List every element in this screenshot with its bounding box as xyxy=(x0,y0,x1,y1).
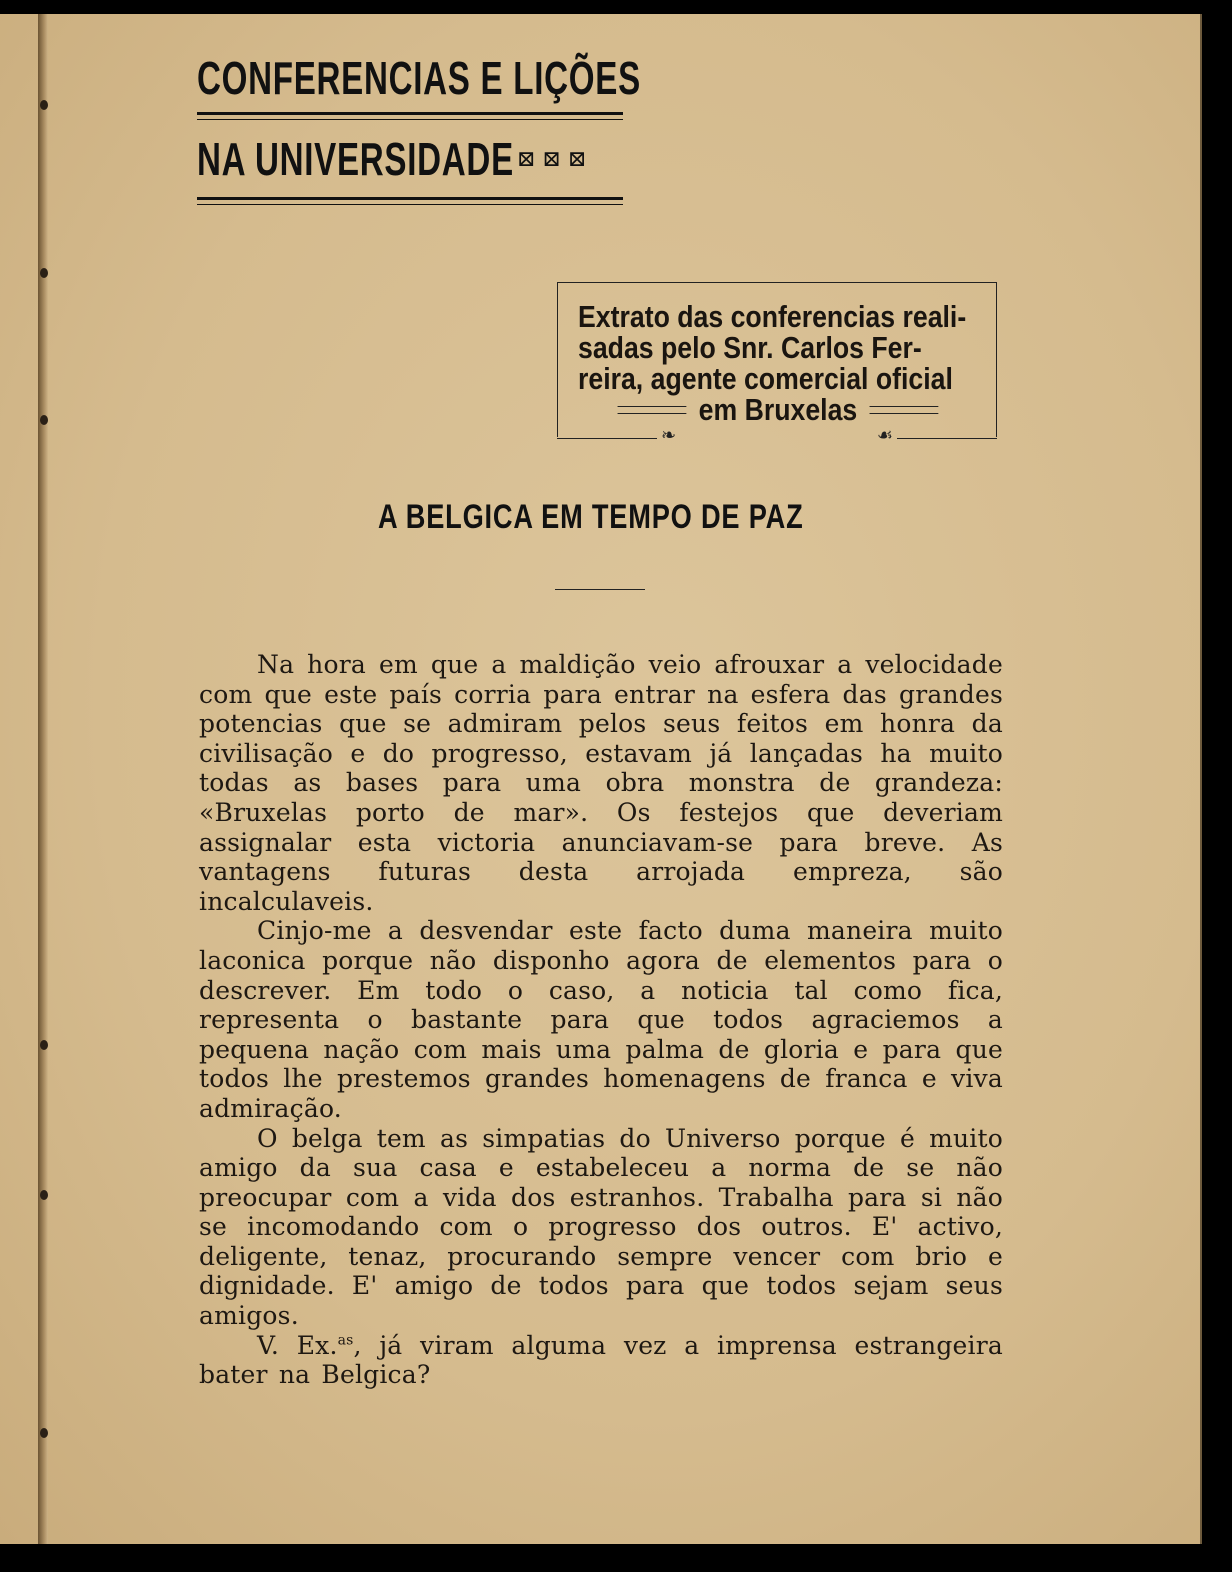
excerpt-line-4-row xyxy=(578,394,978,425)
header-line-1: CONFERENCIAS E LIÇÕES xyxy=(197,52,641,104)
page-fold xyxy=(38,14,48,1544)
excerpt-line-4: em Bruxelas xyxy=(698,392,858,427)
body-text xyxy=(199,650,1003,1390)
document-page xyxy=(0,14,1202,1544)
excerpt-line-3: reira, agente comercial oficial xyxy=(578,361,953,396)
ornament-icons: ⊠ ⊠ ⊠ xyxy=(517,146,587,172)
section-rule xyxy=(555,589,645,590)
header-rule-1 xyxy=(197,112,623,115)
paragraph-1: Na hora em que a maldição veio afrouxar a velocidade com que este país corria para entrar na esfera das grandes potencias que se admiram pelos seus feitos em honra da civilisação e do progresso, estavam já lançadas ha muito todas as bases para uma obra monstra de grandeza: «Bruxelas porto de mar». Os festejos que deveriam assignalar esta victoria anunciavam-se para breve. As vantagens futuras desta arrojada empreza, são incalculaveis. xyxy=(199,650,1003,916)
flourish-left-icon: ❧ xyxy=(661,425,677,446)
binding-hole xyxy=(40,268,48,278)
header-line-2: NA UNIVERSIDADE xyxy=(197,133,514,185)
paragraph-4-superscript: as xyxy=(337,1332,354,1349)
binding-hole xyxy=(40,1040,48,1050)
dash-decoration-left xyxy=(618,406,687,414)
excerpt-line-1: Extrato das conferencias reali- xyxy=(578,299,967,334)
binding-hole xyxy=(40,1190,48,1200)
box-bottom-line-right xyxy=(897,438,997,439)
header-rule-2 xyxy=(197,197,623,200)
flourish-right-icon: ☙ xyxy=(876,425,893,446)
section-title: A BELGICA EM TEMPO DE PAZ xyxy=(378,498,804,536)
paragraph-4-start: V. Ex. xyxy=(257,1330,338,1360)
binding-hole xyxy=(40,415,48,425)
excerpt-box-bottom xyxy=(557,425,997,449)
dash-decoration-right xyxy=(869,406,938,414)
paragraph-4 xyxy=(199,1331,1003,1390)
excerpt-box xyxy=(557,282,997,437)
paragraph-4-end: , já viram alguma vez a imprensa estrangeira bater na Belgica? xyxy=(199,1330,1003,1390)
paragraph-2: Cinjo-me a desvendar este facto duma maneira muito laconica porque não disponho agora de elementos para o descrever. Em todo o caso, a noticia tal como fica, representa o bastante para que todos agraciemos a pequena nação com mais uma palma de gloria e para que todos lhe prestemos grandes homenagens de franca e viva admiração. xyxy=(199,916,1003,1123)
excerpt-text xyxy=(578,301,978,425)
header-block xyxy=(197,48,641,200)
binding-hole xyxy=(40,100,48,110)
binding-hole xyxy=(40,1428,48,1438)
paragraph-3: O belga tem as simpatias do Universo porque é muito amigo da sua casa e estabeleceu a norma de se não preocupar com a vida dos estranhos. Trabalha para si não se incomodando com o progresso dos outros. E' activo, deligente, tenaz, procurando sempre vencer com brio e dignidade. E' amigo de todos para que todos sejam seus amigos. xyxy=(199,1123,1003,1331)
excerpt-line-2: sadas pelo Snr. Carlos Fer- xyxy=(578,330,922,365)
box-bottom-line-left xyxy=(557,438,657,439)
